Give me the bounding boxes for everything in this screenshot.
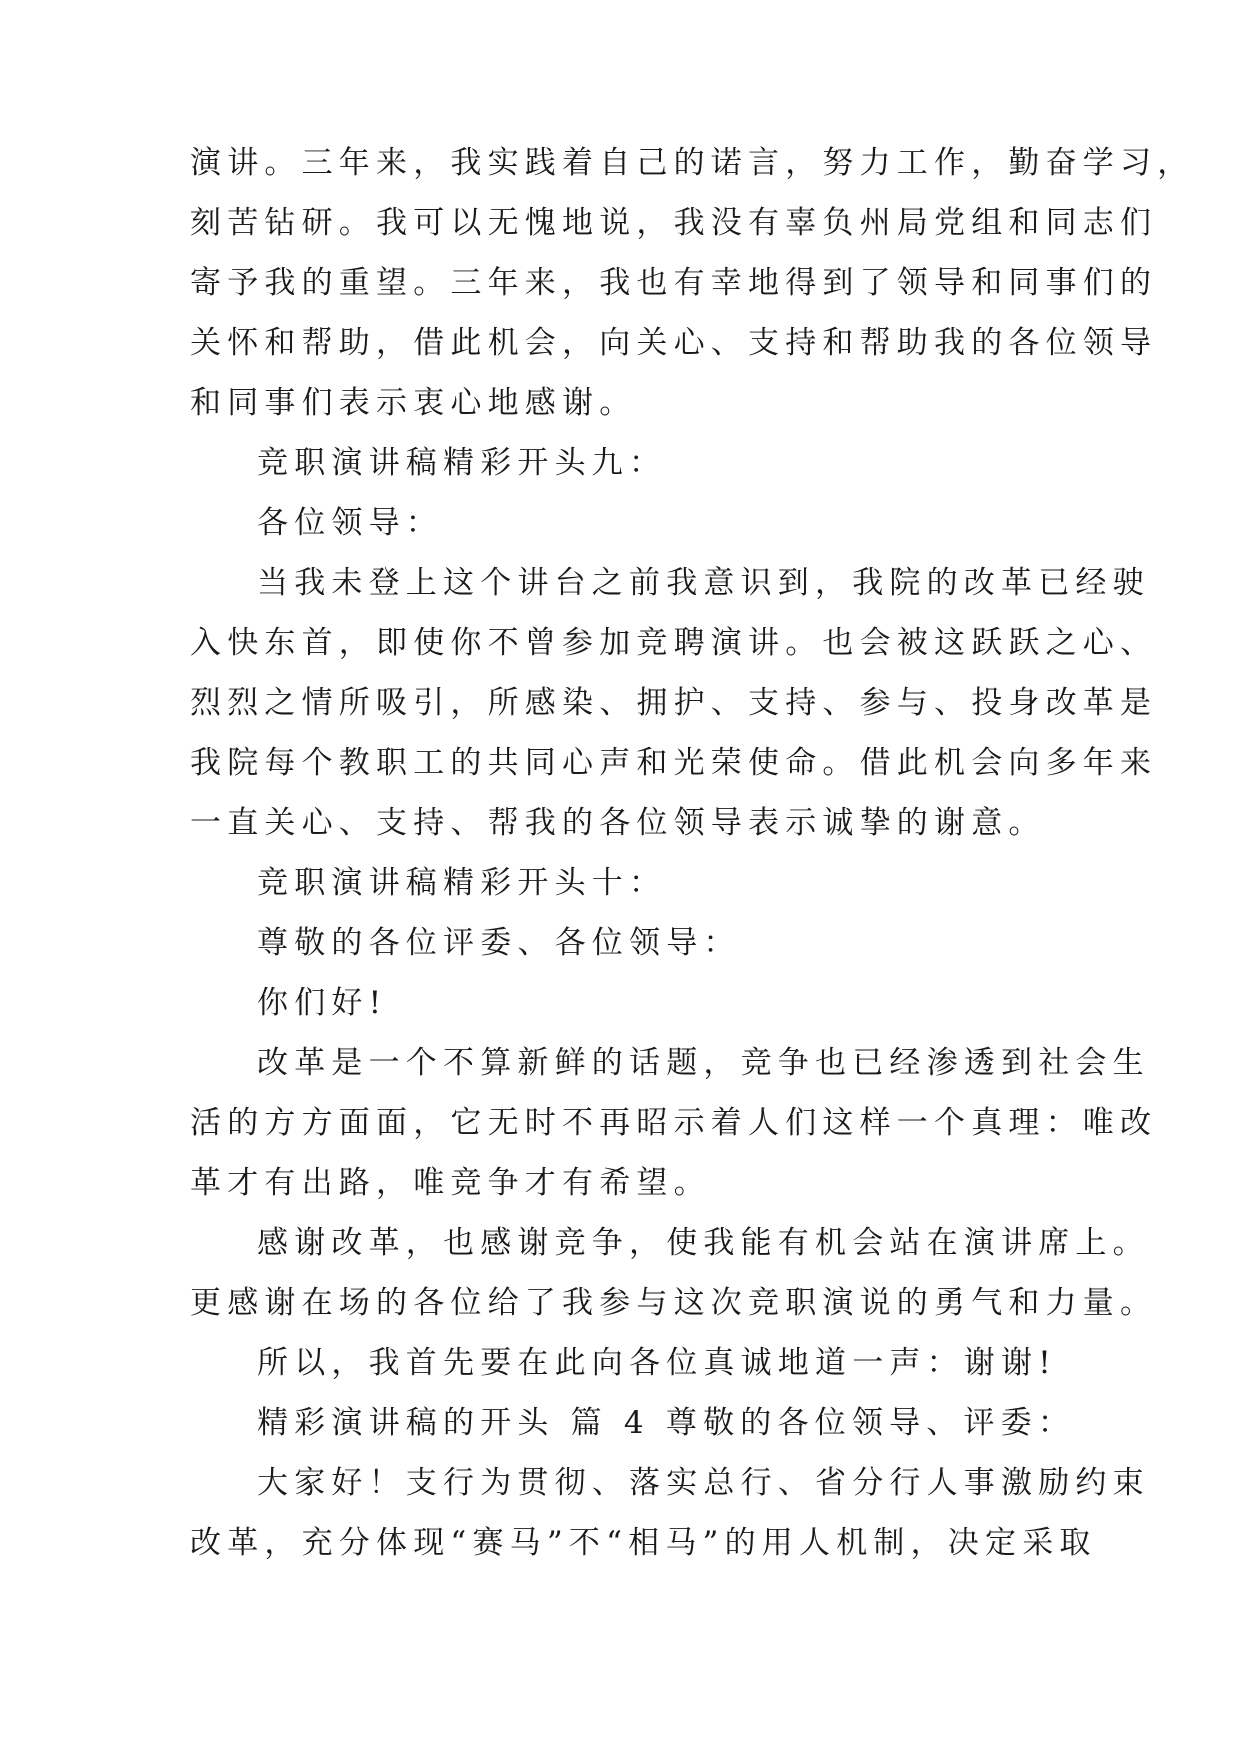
text-line: 活的方方面面，它无时不再昭示着人们这样一个真理：唯改 <box>190 1105 1158 1141</box>
greeting: 你们好! <box>257 985 388 1021</box>
text-line: 关怀和帮助，借此机会，向关心、支持和帮助我的各位领导 <box>190 325 1158 361</box>
text-line: 更感谢在场的各位给了我参与这次竞职演说的勇气和力量。 <box>190 1285 1158 1321</box>
paragraph-start: 感谢改革，也感谢竞争，使我能有机会站在演讲席上。 <box>257 1225 1150 1261</box>
text-line: 我院每个教职工的共同心声和光荣使命。借此机会向多年来 <box>190 745 1158 781</box>
text-line: 改革，充分体现“赛马”不“相马”的用人机制，决定采取 <box>190 1525 1097 1561</box>
section-heading: 竞职演讲稿精彩开头十： <box>257 865 667 901</box>
text-line: 烈烈之情所吸引，所感染、拥护、支持、参与、投身改革是 <box>190 685 1158 721</box>
text-line: 和同事们表示衷心地感谢。 <box>190 385 637 421</box>
text-line: 入快东首，即使你不曾参加竞聘演讲。也会被这跃跃之心、 <box>190 625 1158 661</box>
text-line: 寄予我的重望。三年来，我也有幸地得到了领导和同事们的 <box>190 265 1158 301</box>
section-heading: 竞职演讲稿精彩开头九： <box>257 445 667 481</box>
salutation: 各位领导： <box>257 505 443 541</box>
paragraph-start: 大家好！支行为贯彻、落实总行、省分行人事激励约束 <box>257 1465 1150 1501</box>
text-line: 刻苦钻研。我可以无愧地说，我没有辜负州局党组和同志们 <box>190 205 1158 241</box>
text-line: 革才有出路，唯竞争才有希望。 <box>190 1165 711 1201</box>
paragraph-start: 所以，我首先要在此向各位真诚地道一声：谢谢! <box>257 1345 1057 1381</box>
section-heading: 精彩演讲稿的开头 篇 4 尊敬的各位领导、评委： <box>257 1405 1076 1441</box>
paragraph-start: 改革是一个不算新鲜的话题，竞争也已经渗透到社会生 <box>257 1045 1150 1081</box>
text-line: 演讲。三年来，我实践着自己的诺言，努力工作，勤奋学习， <box>190 145 1195 181</box>
paragraph-start: 当我未登上这个讲台之前我意识到，我院的改革已经驶 <box>257 565 1150 601</box>
text-line: 一直关心、支持、帮我的各位领导表示诚挚的谢意。 <box>190 805 1046 841</box>
salutation: 尊敬的各位评委、各位领导： <box>257 925 741 961</box>
